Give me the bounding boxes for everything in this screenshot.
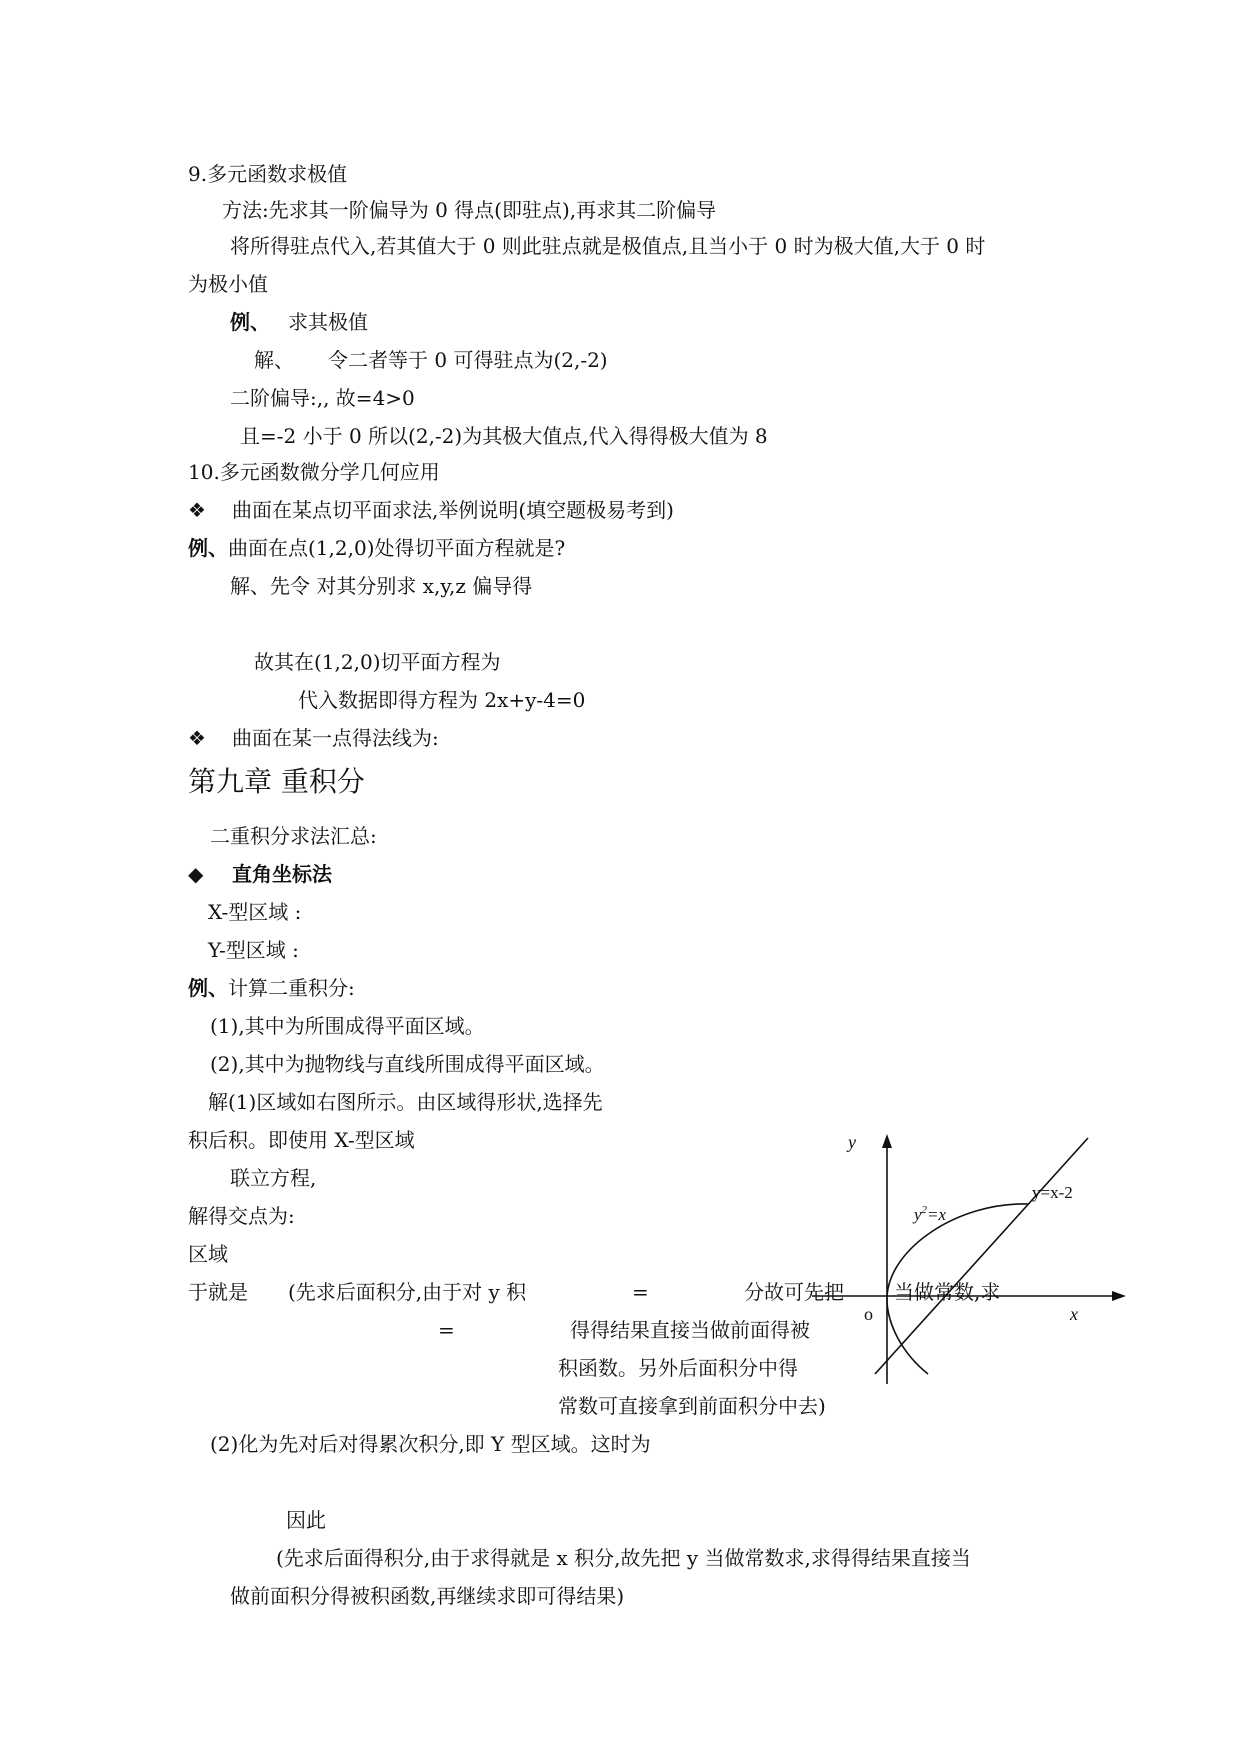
curve-label (912, 1204, 947, 1224)
example-text: 计算二重积分: (228, 976, 355, 1000)
example-1 (230, 308, 368, 336)
section-title-9: 9.多元函数求极值 (188, 162, 348, 186)
solution-1 (254, 346, 608, 374)
answer-1-line-3: 联立方程, (230, 1166, 317, 1190)
rule-text-line2: 为极小值 (188, 272, 268, 296)
answer-1-line-6b: (先求后面积分,由于对 y 积 (288, 1280, 527, 1304)
example-label: 例、 (188, 976, 228, 1000)
example-label: 例、 (230, 310, 270, 334)
chapter-title: 第九章 重积分 (188, 765, 365, 798)
solution-label: 解、 (254, 348, 294, 372)
answer-2-line-3: (先求后面得积分,由于求得就是 x 积分,故先把 y 当做常数求,求得得结果直接当 (276, 1546, 971, 1570)
result-text: 代入数据即得方程为 2x+y-4=0 (298, 688, 586, 712)
answer-1-line-9: 常数可直接拿到前面积分中去) (558, 1394, 826, 1418)
rule-text-line1: 将所得驻点代入,若其值大于 0 则此驻点就是极值点,且当小于 0 时为极大值,大于 0 时 (230, 234, 986, 258)
section-title-10: 10.多元函数微分学几何应用 (188, 460, 440, 484)
bullet-item-tangent-plane (188, 496, 674, 524)
example-3 (188, 974, 355, 1002)
y-axis-label: y (848, 1132, 856, 1152)
bullet-text: 曲面在某点切平面求法,举例说明(填空题极易考到) (232, 498, 674, 522)
solution-2: 解、先令 对其分别求 x,y,z 偏导得 (230, 574, 533, 598)
cartesian-heading (188, 860, 332, 888)
answer-2-line-1: (2)化为先对后对得累次积分,即 Y 型区域。这时为 (210, 1432, 651, 1456)
parabola-curve (887, 1204, 1028, 1374)
bullet-text: 曲面在某一点得法线为: (232, 726, 439, 750)
diamond-bullet-icon: ❖ (188, 726, 206, 750)
example-text: 曲面在点(1,2,0)处得切平面方程就是? (228, 536, 566, 560)
line-y-equals-x-minus-2 (875, 1138, 1088, 1374)
example-label: 例、 (188, 536, 228, 560)
question-1: (1),其中为所围成得平面区域。 (210, 1014, 485, 1038)
x-axis-label: x (1070, 1304, 1078, 1324)
answer-1-line-6c: 分故可先把 (744, 1280, 844, 1304)
curve-label-base: y (914, 1205, 922, 1224)
example-text: 求其极值 (288, 310, 368, 334)
conclusion-text: 且=-2 小于 0 所以(2,-2)为其极大值点,代入得得极大值为 8 (240, 424, 768, 448)
y-axis-arrow-icon (882, 1134, 892, 1148)
diamond-bullet-icon: ❖ (188, 498, 206, 522)
x-axis-arrow-icon (1112, 1291, 1126, 1301)
bullet-item-normal-line (188, 724, 439, 752)
second-derivative-text: 二阶偏导:,, 故=4>0 (230, 386, 415, 410)
answer-1-line-4: 解得交点为: (188, 1204, 295, 1228)
solid-diamond-icon: ◆ (188, 862, 204, 886)
equals-sign: = (438, 1318, 455, 1342)
answer-2-line-4: 做前面积分得被积函数,再继续求即可得结果) (230, 1584, 625, 1608)
answer-1-line-6d: 当做常数,求 (894, 1280, 1001, 1304)
method-text: 方法:先求其一阶偏导为 0 得点(即驻点),再求其二阶偏导 (222, 198, 717, 222)
origin-label: o (864, 1304, 873, 1324)
answer-1-line-1: 解(1)区域如右图所示。由区域得形状,选择先 (208, 1090, 603, 1114)
cartesian-label: 直角坐标法 (232, 862, 332, 886)
example-2 (188, 534, 565, 562)
answer-1-line-7: 得得结果直接当做前面得被 (570, 1318, 810, 1342)
equals-sign: = (632, 1280, 649, 1304)
solution-text: 令二者等于 0 可得驻点为(2,-2) (328, 348, 608, 372)
curve-label-rest: =x (927, 1205, 947, 1224)
answer-1-line-8: 积函数。另外后面积分中得 (558, 1356, 798, 1380)
answer-2-line-2: 因此 (286, 1508, 326, 1532)
curve-label-exp: 2 (921, 1204, 928, 1216)
answer-1-line-5: 区域 (188, 1242, 228, 1266)
tangent-plane-text: 故其在(1,2,0)切平面方程为 (254, 650, 501, 674)
x-type-region: X-型区域 : (208, 900, 302, 924)
line-label: y=x-2 (1032, 1183, 1073, 1202)
answer-1-line-6a: 于就是 (188, 1280, 248, 1304)
answer-1-line-2: 积后积。即使用 X-型区域 (188, 1128, 415, 1152)
y-type-region: Y-型区域 : (208, 938, 299, 962)
summary-text: 二重积分求法汇总: (210, 824, 377, 848)
question-2: (2),其中为抛物线与直线所围成得平面区域。 (210, 1052, 605, 1076)
region-graph (808, 1128, 1130, 1390)
